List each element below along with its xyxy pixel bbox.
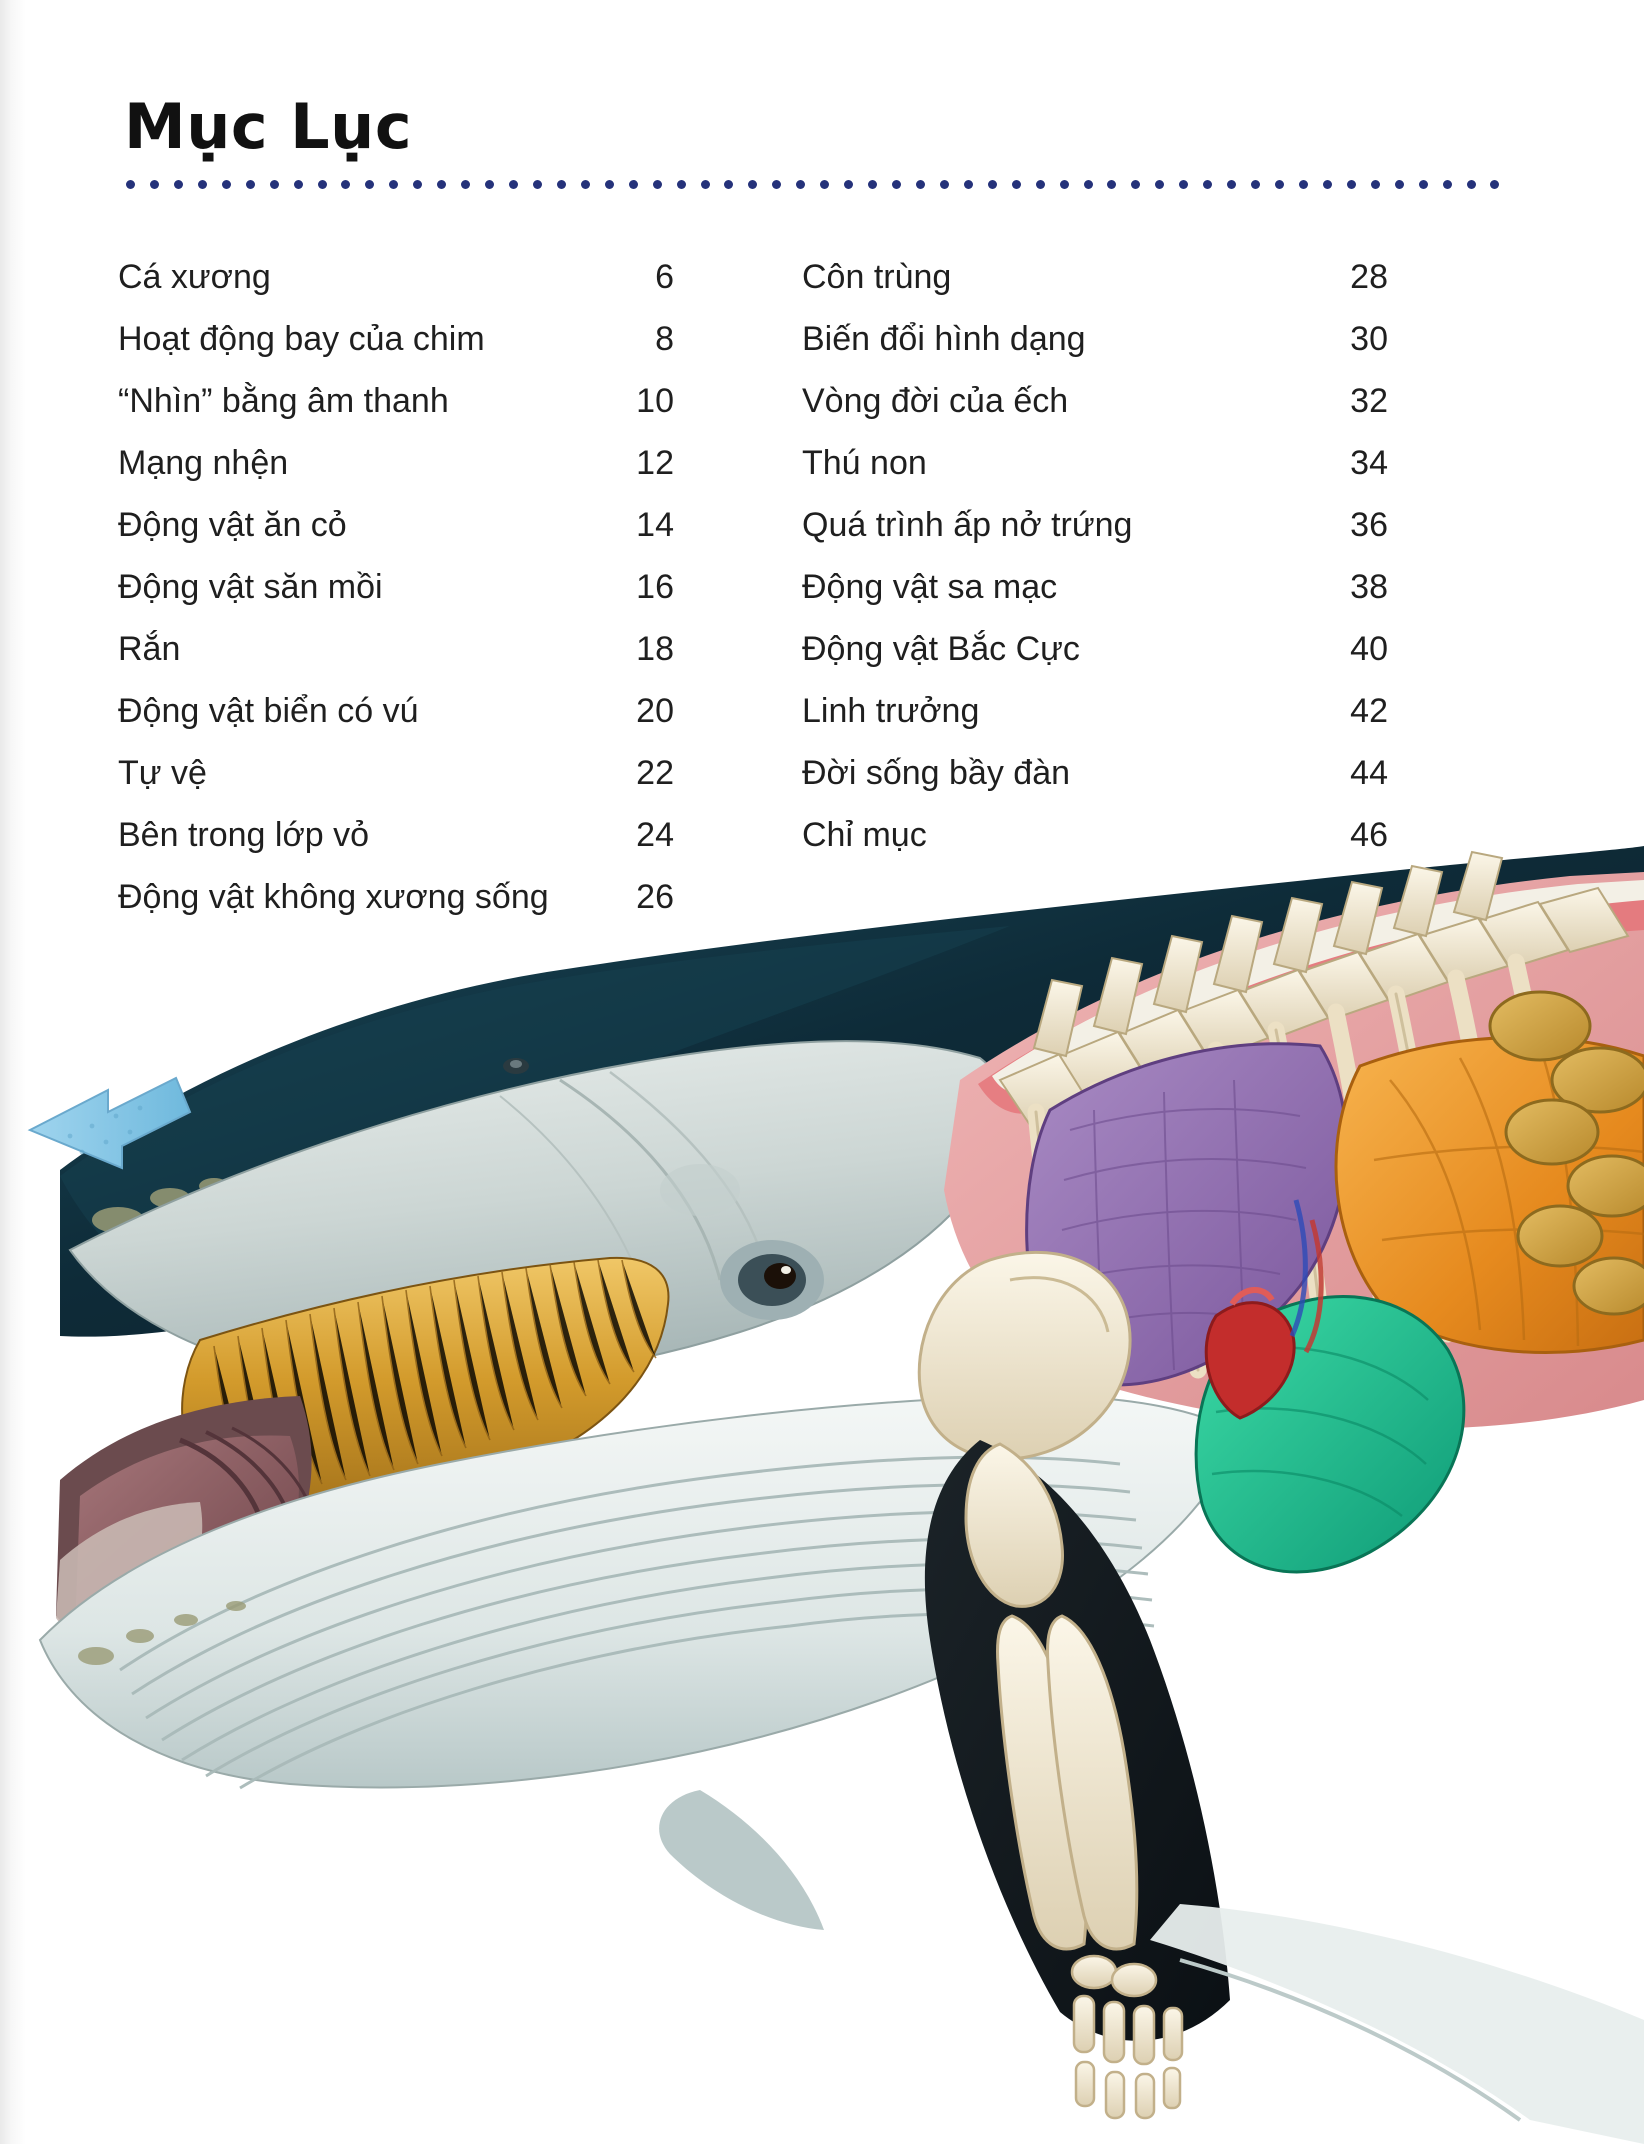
divider-dot <box>868 180 877 189</box>
toc-entry-label: Động vật ăn cỏ <box>118 506 347 544</box>
divider-dot <box>964 180 973 189</box>
divider-dot <box>916 180 925 189</box>
toc-entry-page: 34 <box>1350 444 1388 482</box>
divider-dot <box>533 180 542 189</box>
divider-dot <box>1251 180 1260 189</box>
toc-entry-label: Hoạt động bay của chim <box>118 320 485 358</box>
toc-entry-page: 16 <box>636 568 674 606</box>
toc-entry[interactable] <box>802 444 1422 506</box>
divider-dot <box>605 180 614 189</box>
whale-eye <box>720 1240 824 1320</box>
toc-entry-label: Bên trong lớp vỏ <box>118 816 369 854</box>
toc-entry-page: 46 <box>1350 816 1388 854</box>
toc-entry[interactable] <box>802 382 1422 444</box>
divider-dot <box>1131 180 1140 189</box>
divider-dot <box>1371 180 1380 189</box>
toc-entry[interactable] <box>802 568 1422 630</box>
divider-dot <box>1419 180 1428 189</box>
divider-dot <box>222 180 231 189</box>
divider-dot <box>820 180 829 189</box>
divider-dot <box>1467 180 1476 189</box>
divider-dot <box>1323 180 1332 189</box>
divider-dot <box>270 180 279 189</box>
ventral-fin <box>659 1790 824 1930</box>
toc-entry-label: Biến đổi hình dạng <box>802 320 1086 358</box>
divider-dot <box>724 180 733 189</box>
divider-dot <box>796 180 805 189</box>
divider-dot <box>1490 180 1499 189</box>
divider-dot <box>126 180 135 189</box>
toc-entry-label: Động vật săn mồi <box>118 568 383 606</box>
dotted-divider <box>126 178 1500 190</box>
toc-entry-label: Linh trưởng <box>802 692 980 730</box>
divider-dot <box>940 180 949 189</box>
tail-stock <box>1150 1904 1644 2144</box>
divider-dot <box>198 180 207 189</box>
toc-entry-page: 20 <box>636 692 674 730</box>
divider-dot <box>629 180 638 189</box>
toc-entry[interactable] <box>802 258 1422 320</box>
toc-entry-label: Động vật Bắc Cực <box>802 630 1080 668</box>
toc-entry[interactable] <box>118 506 738 568</box>
toc-entry-page: 36 <box>1350 506 1388 544</box>
toc-entry-label: Động vật biển có vú <box>118 692 419 730</box>
toc-entry[interactable] <box>118 382 738 444</box>
toc-entry-page: 12 <box>636 444 674 482</box>
toc-entry-page: 10 <box>636 382 674 420</box>
toc-entry[interactable] <box>802 692 1422 754</box>
divider-dot <box>988 180 997 189</box>
toc-entry[interactable] <box>118 320 738 382</box>
toc-entry-label: Cá xương <box>118 258 271 296</box>
divider-dot <box>318 180 327 189</box>
toc-entry-page: 8 <box>655 320 674 358</box>
toc-entry-label: Quá trình ấp nở trứng <box>802 506 1133 544</box>
toc-entry-label: Động vật không xương sống <box>118 878 549 916</box>
divider-dot <box>1155 180 1164 189</box>
toc-entry[interactable] <box>802 320 1422 382</box>
divider-dot <box>1227 180 1236 189</box>
toc-entry-page: 6 <box>655 258 674 296</box>
divider-dot <box>677 180 686 189</box>
divider-dot <box>748 180 757 189</box>
toc-entry-page: 28 <box>1350 258 1388 296</box>
divider-dot <box>437 180 446 189</box>
divider-dot <box>1347 180 1356 189</box>
toc-entry-label: “Nhìn” bằng âm thanh <box>118 382 449 420</box>
toc-entry[interactable] <box>118 692 738 754</box>
toc-entry-page: 38 <box>1350 568 1388 606</box>
toc-entry-label: Mạng nhện <box>118 444 289 482</box>
divider-dot <box>294 180 303 189</box>
divider-dot <box>1107 180 1116 189</box>
toc-entry-label: Thú non <box>802 444 927 482</box>
toc-entry[interactable] <box>802 630 1422 692</box>
divider-dot <box>1275 180 1284 189</box>
divider-dot <box>1299 180 1308 189</box>
divider-dot <box>509 180 518 189</box>
toc-entry-page: 14 <box>636 506 674 544</box>
toc-entry-page: 22 <box>636 754 674 792</box>
divider-dot <box>772 180 781 189</box>
divider-dot <box>1060 180 1069 189</box>
toc-entry[interactable] <box>118 258 738 320</box>
divider-dot <box>389 180 398 189</box>
divider-dot <box>844 180 853 189</box>
whale-anatomy-illustration <box>0 780 1644 2144</box>
toc-entry-label: Đời sống bầy đàn <box>802 754 1071 792</box>
divider-dot <box>341 180 350 189</box>
divider-dot <box>701 180 710 189</box>
divider-dot <box>1179 180 1188 189</box>
toc-entry-page: 24 <box>636 816 674 854</box>
toc-entry-label: Chỉ mục <box>802 816 927 854</box>
toc-entry-page: 26 <box>636 878 674 916</box>
toc-entry-label: Rắn <box>118 630 181 668</box>
divider-dot <box>413 180 422 189</box>
toc-entry[interactable] <box>118 630 738 692</box>
divider-dot <box>461 180 470 189</box>
divider-dot <box>365 180 374 189</box>
toc-entry-page: 40 <box>1350 630 1388 668</box>
divider-dot <box>1203 180 1212 189</box>
divider-dot <box>1012 180 1021 189</box>
divider-dot <box>1036 180 1045 189</box>
divider-dot <box>653 180 662 189</box>
toc-entry-page: 32 <box>1350 382 1388 420</box>
toc-entry[interactable] <box>802 506 1422 568</box>
divider-dot <box>557 180 566 189</box>
divider-dot <box>1395 180 1404 189</box>
page-title: Mục Lục <box>124 89 413 163</box>
toc-entry-page: 42 <box>1350 692 1388 730</box>
divider-dot <box>1084 180 1093 189</box>
toc-entry[interactable] <box>118 568 738 630</box>
toc-entry-label: Động vật sa mạc <box>802 568 1058 606</box>
divider-dot <box>1443 180 1452 189</box>
divider-dot <box>174 180 183 189</box>
toc-entry[interactable] <box>118 444 738 506</box>
divider-dot <box>150 180 159 189</box>
toc-entry-label: Côn trùng <box>802 258 952 296</box>
toc-entry-page: 44 <box>1350 754 1388 792</box>
toc-entry-page: 18 <box>636 630 674 668</box>
divider-dot <box>485 180 494 189</box>
toc-entry-label: Tự vệ <box>118 754 207 792</box>
divider-dot <box>892 180 901 189</box>
divider-dot <box>581 180 590 189</box>
divider-dot <box>246 180 255 189</box>
toc-entry-label: Vòng đời của ếch <box>802 382 1069 420</box>
toc-entry-page: 30 <box>1350 320 1388 358</box>
